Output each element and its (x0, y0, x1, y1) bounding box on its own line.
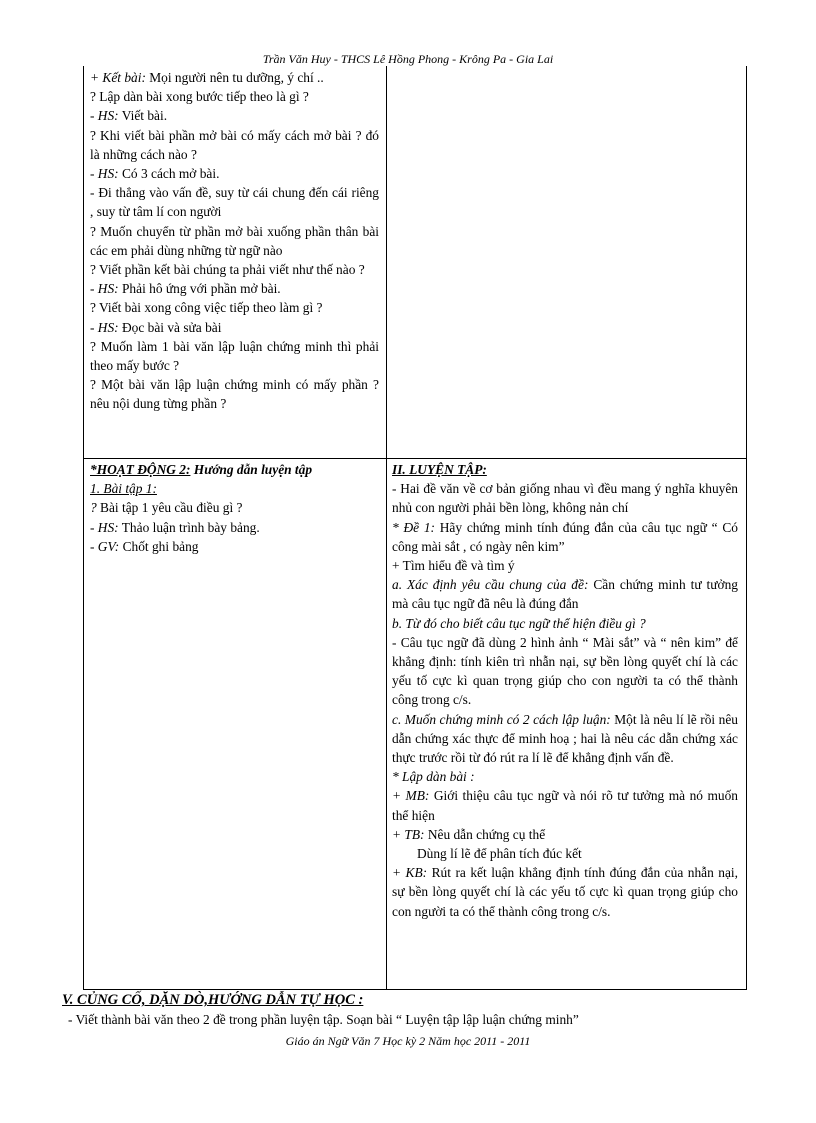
question-line: ? Khi viết bài phần mở bài có mấy cách mở bài ? đó là những cách nào ? (90, 127, 379, 162)
item-b-heading: b. Từ đó cho biết câu tục ngữ thể hiện điều gì ? (392, 615, 646, 631)
answer-line: - HS: Đọc bài và sửa bài (90, 319, 222, 335)
practice-content-cell (392, 460, 738, 921)
section-5-heading: V. CỦNG CỐ, DẶN DÒ,HƯỚNG DẪN TỰ HỌC : (62, 992, 364, 1008)
lesson-table (83, 66, 747, 990)
activity-2-cell (90, 460, 379, 556)
question-line: ? Muốn chuyển từ phần mở bài xuống phần thân bài các em phải dùng những từ ngữ nào (90, 223, 379, 258)
conclusion-line: + Kết bài: Mọi người nên tu dưỡng, ý chí .. (90, 70, 324, 85)
outline-heading: * Lập dàn bài : (392, 769, 475, 785)
item-c: c. Muốn chứng minh có 2 cách lập luận: Một là nêu lí lẽ rồi nêu dẫn chứng xác thực để minh hoạ ; hai là nêu các dẫn chứng xác thực trước rồi từ đó rút ra lí lẽ để khẳng định vấn đề. (392, 711, 738, 766)
outline-tb: + TB: Nêu dẫn chứng cụ thể (392, 826, 546, 842)
practice-heading: II. LUYỆN TẬP: (392, 462, 487, 477)
paragraph: - Câu tục ngữ đã dùng 2 hình ảnh “ Mài sắt” và “ nên kim” để khẳng định: tính kiên trì nhẫn nại, sự bền lòng quyết chí là các yếu tố cực kì quan trọng giúp cho con người ta có thể thành công trong c/s. (392, 634, 738, 708)
homework-line: - Viết thành bài văn theo 2 đề trong phần luyện tập. Soạn bài “ Luyện tập lập luận chứng minh” (68, 1012, 579, 1027)
question-line: ? Lập dàn bài xong bước tiếp theo là gì ? (90, 89, 309, 105)
activity-heading: *HOẠT ĐỘNG 2: Hướng dẫn luyện tập (90, 462, 313, 477)
outline-kb: + KB: Rút ra kết luận khẳng định tính đúng đắn của nhẫn nại, sự bền lòng quyết chí là các yếu tố cực kì quan trọng giúp cho con người ta có thể thành công trong c/s. (392, 865, 738, 919)
answer-line: - HS: Có 3 cách mở bài. (90, 166, 220, 182)
question-line: ? Viết phần kết bài chúng ta phải viết như thế nào ? (90, 262, 365, 278)
page-footer: Giáo án Ngữ Văn 7 Học kỳ 2 Năm học 2011 - 2011 (285, 1034, 531, 1048)
item-a: a. Xác định yêu cầu chung của đề: Cần chứng minh tư tưởng mà câu tục ngữ đã nêu là đúng đắn (392, 577, 738, 612)
answer-line: - HS: Phải hô ứng với phần mở bài. (90, 281, 281, 297)
outline-tb-detail: Dùng lí lẽ để phân tích đúc kết (417, 846, 582, 862)
row-divider (84, 458, 746, 459)
question-line: ? Viết bài xong công việc tiếp theo làm gì ? (90, 300, 323, 316)
column-divider (386, 66, 387, 989)
teacher-line: - GV: Chốt ghi bảng (90, 538, 199, 554)
page-header: Trần Văn Huy - THCS Lê Hồng Phong - Krông Pa - Gia Lai (262, 52, 554, 66)
topic-1: * Đề 1: Hãy chứng minh tính đúng đắn của câu tục ngữ “ Có công mài sắt , có ngày nên kim” (392, 519, 738, 554)
question-line: ? Một bài văn lập luận chứng minh có mấy phần ? nêu nội dung từng phần ? (90, 377, 379, 412)
exercise-heading: 1. Bài tập 1: (90, 481, 157, 497)
teacher-student-activities (90, 68, 379, 414)
answer-line: - HS: Thảo luận trình bày bảng. (90, 519, 260, 535)
question-line: ? Bài tập 1 yêu cầu điều gì ? (90, 500, 243, 516)
paragraph: - Hai đề văn về cơ bản giống nhau vì đều mang ý nghĩa khuyên nhủ con người phải bền lòng, không nản chí (392, 481, 738, 516)
outline-mb: + MB: Giới thiệu câu tục ngữ và nói rõ tư tưởng mà nó muốn thể hiện (392, 788, 738, 823)
answer-detail: - Đi thẳng vào vấn đề, suy từ cái chung đến cái riêng , suy từ tâm lí con người (90, 185, 379, 220)
answer-line: - HS: Viết bài. (90, 108, 168, 124)
question-line: ? Muốn làm 1 bài văn lập luận chứng minh thì phải theo mấy bước ? (90, 338, 379, 374)
paragraph: + Tìm hiểu đề và tìm ý (392, 558, 515, 574)
